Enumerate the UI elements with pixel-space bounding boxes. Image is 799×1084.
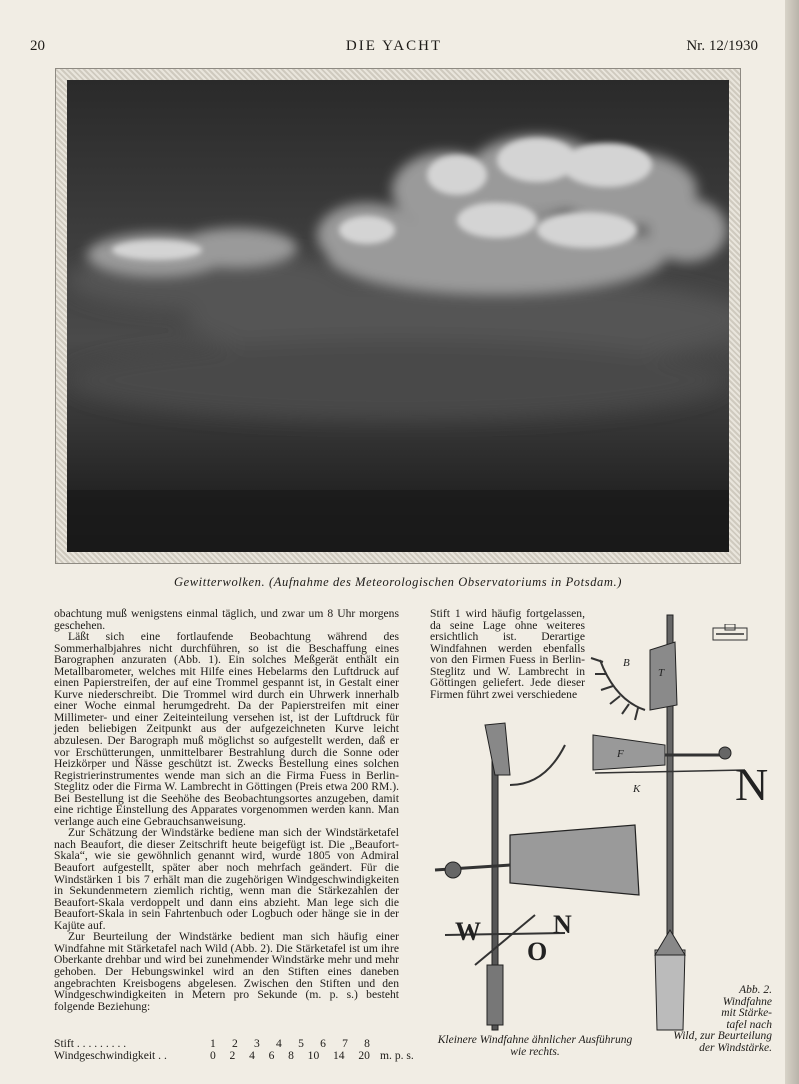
label-b: B xyxy=(623,657,630,669)
storm-clouds-photo-icon xyxy=(67,80,729,552)
vane-letter-w: W xyxy=(455,917,481,946)
table-cell: 20 xyxy=(358,1049,370,1062)
paragraph: Läßt sich eine fortlaufende Beobachtung während des Sommerhalbjahres nicht durchführen, so ist die Beschaffung eines Barographen anzuraten (Abb. 1). Ein solches Meßgerät enthält ein Metallbarometer, welches mit Hilfe eines Hebelarms den Luftdruck auf einen Papierstreifen, der auf eine Trommel gespannt ist, in Gestalt einer Kurve niederschreibt. Die Trommel wird durch ein Uhrwerk innerhalb einer Woche einmal herumgedreht. Da der Papierstreifen mit einer Millimeter- und einer Zeiteinteilung versehen ist, ist der Luftdruck für jeden beliebigen Zeitpunkt aus der aufgezeichneten Kurve leicht abzulesen. Der Barograph muß möglichst so aufgestellt werden, daß er vor Erschütterungen, unmittelbarer Bestrahlung durch die Sonne oder Heizkörper und Nässe geschützt ist. Zwecks Bestellung eines solchen Registrierinstrumentes wende man sich an die Firma Fuess in Berlin-Steglitz oder die Firma W. Lambrecht in Göttingen (Preis etwa 200 RM.). Bei Bestellung ist die Seehöhe des Beobachtungsortes anzugeben, damit eine richtige Einstellung des Apparates vorgenommen werden kann. Man verlange auch eine Gebrauchsanweisung. xyxy=(54,630,399,828)
caption-line: Wild, zur Beurteilung xyxy=(673,1030,772,1042)
figure-caption-right xyxy=(646,985,772,1054)
table-cell: 10 xyxy=(307,1049,320,1062)
label-f: F xyxy=(617,748,624,760)
caption-line: Abb. 2. xyxy=(739,984,772,996)
table-cell: 14 xyxy=(332,1049,345,1062)
issue-number: Nr. 12/1930 xyxy=(686,38,758,54)
table-cell: 2 xyxy=(232,1037,238,1050)
journal-title: DIE YACHT xyxy=(345,38,443,54)
article-column-left xyxy=(54,608,399,1012)
caption-line: Windfahne xyxy=(722,995,772,1008)
table-cell: 2 xyxy=(229,1049,236,1062)
table-cell: 5 xyxy=(298,1037,304,1050)
table-row-label: Windgeschwindigkeit . . xyxy=(54,1049,167,1062)
label-k: K xyxy=(633,783,641,795)
photo-frame xyxy=(55,68,741,564)
running-header xyxy=(30,38,758,60)
paragraph: Zur Beurteilung der Windstärke bedient man sich häufig einer Windfahne mit Stärketafel nach Wild (Abb. 2). Die Stärketafel ist um ihre Oberkante drehbar und wird bei zunehmender Windstärke mehr und mehr gehoben. Der Hebungswinkel wird an den Stiften eines daneben angebrachten Kreisbogens abgelesen. Zwischen den Stiften und den Windgeschwindigkeiten in Metern pro Sekunde (m. p. s.) besteht folgende Beziehung: xyxy=(54,930,399,1013)
table-cell: 4 xyxy=(249,1049,255,1062)
vane-letter-n: N xyxy=(735,759,769,810)
page-edge xyxy=(785,0,799,1084)
table-cell: 4 xyxy=(276,1037,282,1050)
paragraph: Stift 1 wird häufig fortgelassen, da seine Lage ohne weiteres ersichtlich ist. Derartige Windfahnen werden ebenfalls von den Firmen Fuess in Berlin-Steglitz und W. Lambrecht in Göttingen geliefert. Jede dieser Firmen führt zwei verschiedene xyxy=(430,607,585,701)
table-cell: 1 xyxy=(210,1037,216,1050)
table-row xyxy=(54,1050,414,1062)
stift-speed-table xyxy=(54,1038,414,1062)
table-unit: m. p. s. xyxy=(380,1049,414,1062)
table-cell: 3 xyxy=(254,1037,260,1050)
table-cell: 7 xyxy=(342,1037,348,1050)
page-number: 20 xyxy=(30,38,45,54)
caption-line: der Windstärke. xyxy=(699,1041,772,1054)
table-cell: 8 xyxy=(288,1049,294,1062)
table-cell: 8 xyxy=(364,1037,370,1050)
paragraph: obachtung muß wenigstens einmal täglich, und zwar um 8 Uhr morgens geschehen. xyxy=(54,607,399,632)
paragraph: Zur Schätzung der Windstärke bediene man sich der Windstärketafel nach Beaufort, die dieser Zeitschrift heute beigefügt ist. Die „Beaufort-Skala“, wie sie gewöhnlich genannt wird, wurde 1805 von Admiral Beaufort aufgestellt, später aber noch mehrfach geändert. Für die Windstärken 1 bis 7 erhält man die zugehörigen Windgeschwindigkeiten in Sekundenmetern ziemlich richtig, wenn man die Stärkezahlen der Beaufort-Skala verdoppelt und dann eins abzieht. Man lege sich die Beaufort-Skala in sein Fahrtenbuch oder Logbuch oder hänge sie in der Kajüte auf. xyxy=(54,826,399,932)
caption-line: tafel nach xyxy=(726,1018,772,1031)
table-row-label: Stift . . . . . . . . . xyxy=(54,1037,127,1050)
figure-caption-left: Kleinere Windfahne ähnlicher Ausführung wie rechts. xyxy=(437,1034,633,1058)
vane-letter-o: O xyxy=(527,937,548,966)
wild-wind-vane-drawing-icon xyxy=(585,610,775,1035)
article-column-right xyxy=(430,608,585,700)
table-cell: 6 xyxy=(268,1049,275,1062)
table-cell: 0 xyxy=(210,1049,216,1062)
caption-line: mit Stärke- xyxy=(721,1007,772,1019)
photo-caption: Gewitterwolken. (Aufnahme des Meteorologischen Observatoriums in Potsdam.) xyxy=(173,575,623,589)
table-cell: 6 xyxy=(320,1037,326,1050)
vane-letter-n: N xyxy=(553,910,572,939)
label-t: T xyxy=(658,667,665,679)
